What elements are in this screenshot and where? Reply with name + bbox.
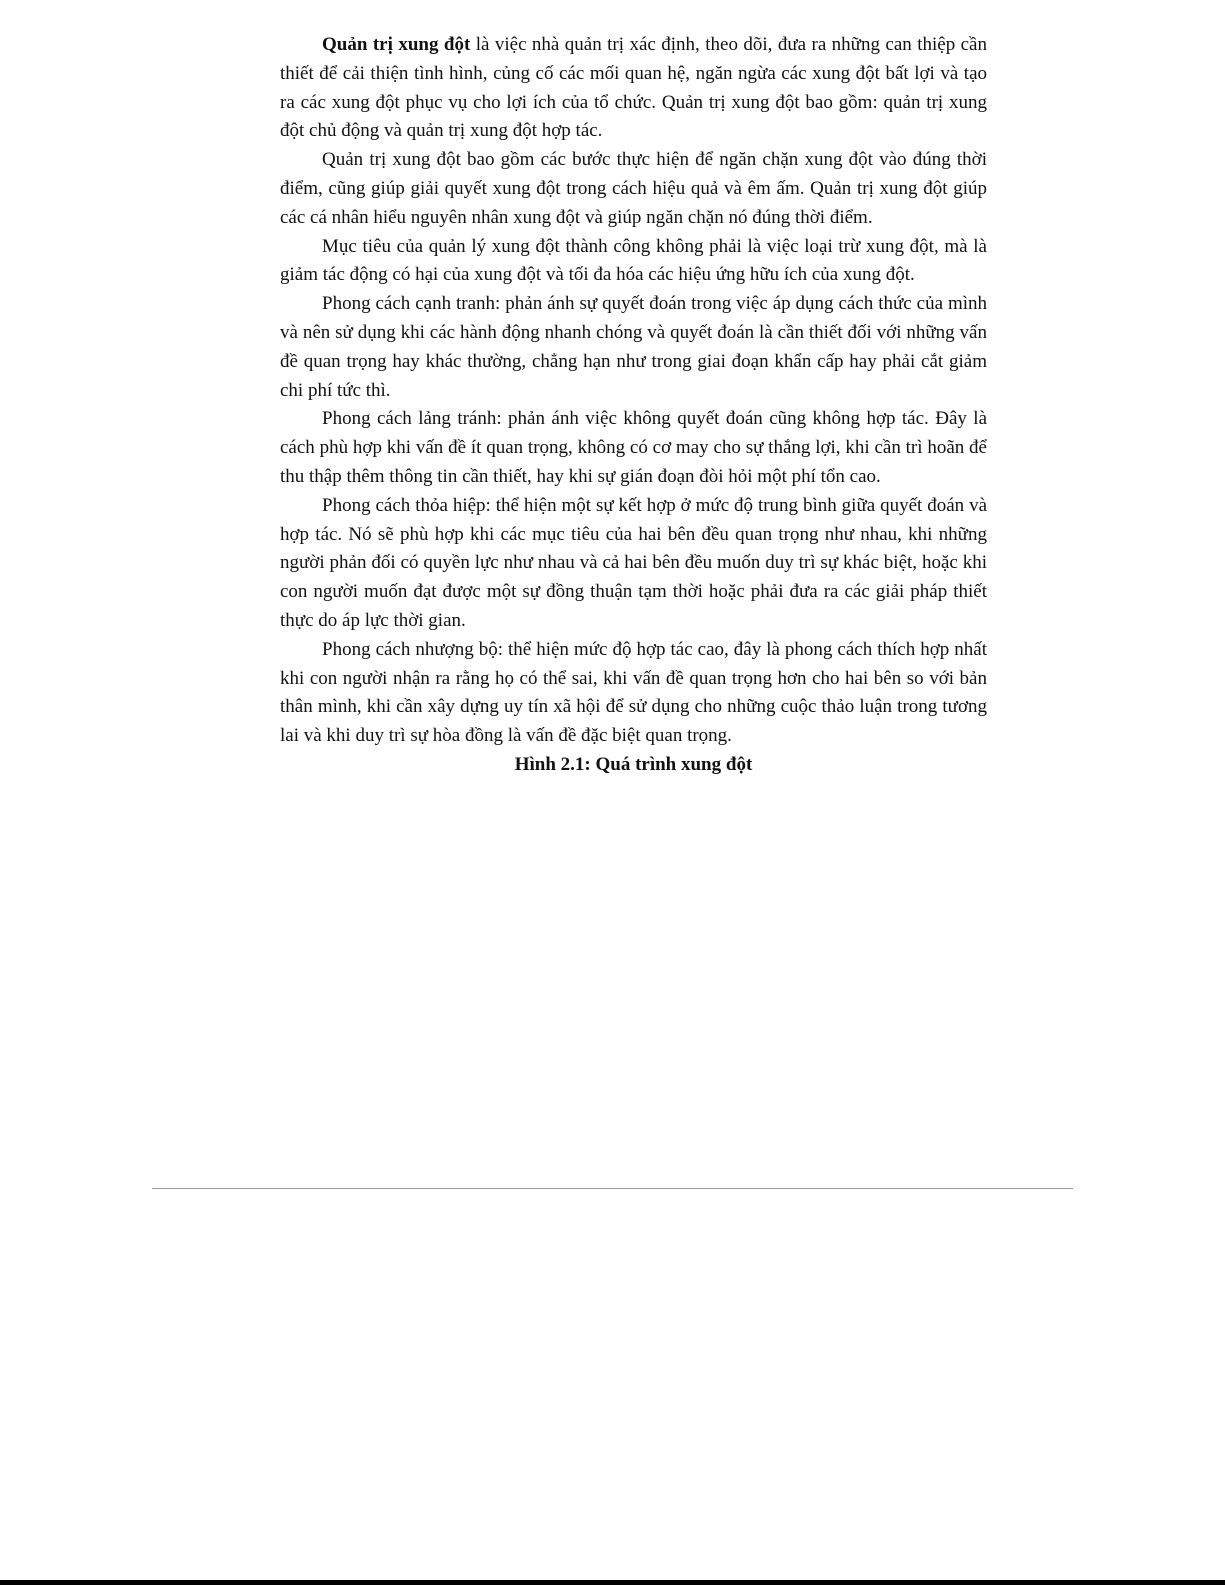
paragraph-text: Phong cách nhượng bộ: thể hiện mức độ hợp tác cao, đây là phong cách thích hợp nhất khi con người nhận ra rằng họ có thể sai, khi vấn đề quan trọng hơn cho hai bên so với bản thân mình, khi cần xây dựng uy tín xã hội để sử dụng cho những cuộc thảo luận trong tương lai và khi duy trì sự hòa đồng là vấn đề đặc biệt quan trọng.: [280, 638, 987, 747]
paragraph-accommodating-style: [280, 636, 987, 751]
paragraph-steps: [280, 146, 987, 232]
bold-term: Quản trị xung đột: [322, 34, 471, 55]
paragraph-text: Quản trị xung đột bao gồm các bước thực hiện để ngăn chặn xung đột vào đúng thời điểm, cũng giúp giải quyết xung đột trong cách hiệu quả và êm ấm. Quản trị xung đột giúp các cá nhân hiểu nguyên nhân xung đột và giúp ngăn chặn nó đúng thời điểm.: [280, 149, 987, 228]
paragraph-text: Phong cách thỏa hiệp: thể hiện một sự kết hợp ở mức độ trung bình giữa quyết đoán và hợp tác. Nó sẽ phù hợp khi các mục tiêu của hai bên đều quan trọng như nhau, khi những người phản đối có quyền lực như nhau và cả hai bên đều muốn duy trì sự khác biệt, hoặc khi con người muốn đạt được một sự đồng thuận tạm thời hoặc phải đưa ra các giải pháp thiết thực do áp lực thời gian.: [280, 494, 987, 631]
paragraph-text: Mục tiêu của quản lý xung đột thành công không phải là việc loại trừ xung đột, mà là giảm tác động có hại của xung đột và tối đa hóa các hiệu ứng hữu ích của xung đột.: [280, 235, 987, 286]
paragraph-text: là việc nhà quản trị xác định, theo dõi, đưa ra những can thiệp cần thiết để cải thiện tình hình, củng cố các mối quan hệ, ngăn ngừa các xung đột bất lợi và tạo ra các xung đột phục vụ cho lợi ích của tổ chức. Quản trị xung đột bao gồm: quản trị xung đột chủ động và quản trị xung đột hợp tác.: [280, 34, 987, 142]
paragraph-competing-style: [280, 290, 987, 405]
paragraph-compromising-style: [280, 492, 987, 636]
page-divider: [152, 1188, 1073, 1189]
paragraph-text: Phong cách lảng tránh: phản ánh việc không quyết đoán cũng không hợp tác. Đây là cách phù hợp khi vấn đề ít quan trọng, không có cơ may cho sự thắng lợi, khi cần trì hoãn để thu thập thêm thông tin cần thiết, hay khi sự gián đoạn đòi hỏi một phí tổn cao.: [280, 408, 987, 487]
paragraph-goal: [280, 233, 987, 291]
paragraph-definition: [280, 31, 987, 146]
figure-caption: Hình 2.1: Quá trình xung đột: [514, 753, 753, 775]
page-bottom-edge: [0, 1580, 1225, 1585]
paragraph-avoiding-style: [280, 405, 987, 491]
paragraph-text: Phong cách cạnh tranh: phản ánh sự quyết đoán trong việc áp dụng cách thức của mình và nên sử dụng khi các hành động nhanh chóng và quyết đoán là cần thiết đối với những vấn đề quan trọng hay khác thường, chẳng hạn như trong giai đoạn khẩn cấp hay phải cắt giảm chi phí tức thì.: [280, 293, 987, 401]
body-text: [280, 31, 987, 780]
